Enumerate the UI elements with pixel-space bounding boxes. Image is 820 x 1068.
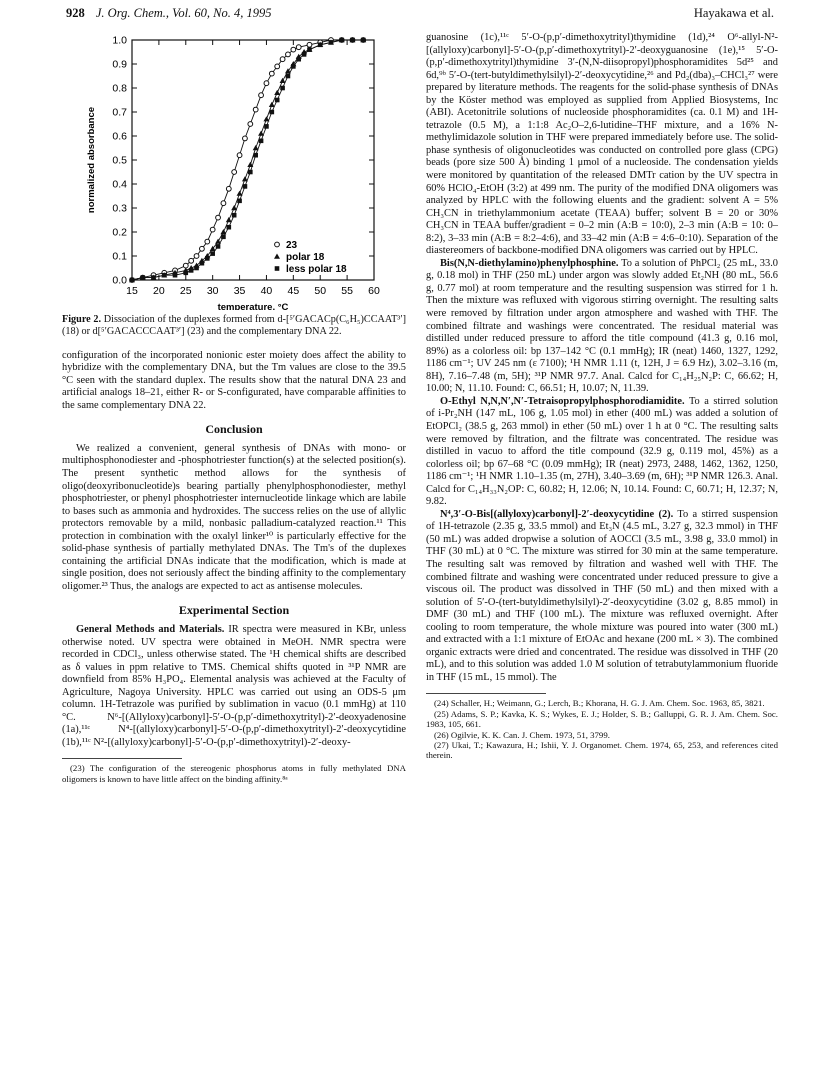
paragraph-phenylphosphine	[426, 258, 778, 396]
data-point	[189, 268, 194, 273]
y-tick-label: 0.7	[112, 106, 127, 119]
data-point	[200, 246, 205, 251]
data-point	[259, 93, 264, 98]
data-point	[361, 38, 366, 43]
figure-2	[62, 32, 406, 310]
x-tick-label: 25	[179, 285, 192, 297]
data-point	[173, 273, 178, 278]
paragraph-text: To a stirred solution of i-Pr₂NH (147 mL, 106 g, 1.05 mol) in ether (400 mL) was added a solution of EtOPCl₂ (38.5 g, 263 mmol) in ether (50 mL) over 1 h at 0 °C. The resulting salts were removed by filtration, and the filtrate was concentrated. The residue was distilled in vacuo to afford the title compound (32.9 g, 0.119 mol, 45%) as a colorless oil; bp 67–68 °C (0.09 mmHg); IR (neat) 2973, 2488, 1462, 1362, 1250, 1186 cm⁻¹; ¹H NMR 1.10–1.35 (m, 27H), 3.40–3.69 (m, 6H); ³¹P NMR 126.3. Anal. Calcd for C₁₄H₃₃N₂OP: C, 60.82; H, 12.06; N, 10.14. Found: C, 60.71; H, 12.37; N, 9.82.	[426, 395, 778, 508]
footnote-26: (26) Ogilvie, K. K. Can. J. Chem. 1973, 51, 3799.	[434, 729, 610, 740]
data-point	[280, 57, 285, 62]
data-point	[253, 107, 258, 112]
footnote-25: (25) Adams, S. P.; Kavka, K. S.; Wykes, E. J.; Holder, S. B.; Galluppi, G. R. J. Am. Chem. Soc. 1983, 105, 661.	[426, 708, 778, 730]
data-point	[275, 98, 280, 103]
caption-label: Figure 2.	[62, 314, 102, 325]
paragraph-general-methods	[62, 624, 406, 749]
paragraph-text: IR spectra were measured in KBr, unless otherwise noted. UV spectra were obtained in MeOH. NMR spectra were recorded in CDCl₃, unless otherwise stated. The ¹H chemical shifts are described as δ values in ppm relative to TMS. Chemical shifts quoted in ³¹P NMR are downfield from 85% H₃PO₄. Elemental analysis was achieved at the Faculty of Agriculture, Nagoya University. HPLC was carried out using an ODS-5 μm column. 1H-Tetrazole was purified by sublimation in vacuo (0.1 mmHg) at 110 °C. N⁶-[(Allyloxy)carbonyl]-5′-O-(p,p′-dimethoxytrityl)-2′-deoxyadenosine (1a),¹¹ᶜ N⁴-[(allyloxy)carbonyl]-5′-O-(p,p′-dimethoxytrityl)-2′-deoxycytidine (1b),¹¹ᶜ N²-[(allyloxy)carbonyl]-5′-O-(p,p′-dimethoxytrityl)-2′-deoxy-	[62, 623, 406, 748]
running-authors: Hayakawa et al.	[693, 6, 774, 20]
footnote-rule	[62, 758, 182, 759]
x-tick-label: 55	[341, 285, 353, 297]
left-column	[62, 32, 406, 784]
series-line-2	[132, 40, 363, 280]
data-point	[194, 254, 199, 259]
data-point	[259, 139, 264, 144]
data-point	[162, 273, 167, 278]
data-point	[221, 235, 226, 240]
data-point	[183, 263, 188, 268]
caption-text: Dissociation of the duplexes formed from d-[⁵′GACACp(C₆H₅)CCAAT³′] (18) or d[⁵′GACACCCAAT³′] (23) and the complementary DNA 22.	[62, 314, 406, 338]
legend-label: 23	[286, 240, 298, 251]
y-axis-label: normalized absorbance	[86, 106, 97, 214]
data-point	[216, 244, 221, 249]
data-point	[270, 110, 275, 115]
run-in-heading: General Methods and Materials.	[76, 623, 225, 635]
x-tick-label: 35	[233, 285, 246, 297]
legend-marker	[275, 266, 280, 271]
running-header	[66, 6, 774, 28]
data-point	[253, 153, 258, 158]
x-tick-label: 60	[368, 285, 380, 297]
y-tick-label: 0.5	[112, 154, 127, 167]
data-point	[286, 52, 291, 57]
melting-curve-chart	[62, 32, 406, 310]
data-point	[151, 275, 156, 280]
figure-caption	[62, 314, 406, 339]
paragraph-materials-cont: guanosine (1c),¹¹ᶜ 5′-O-(p,p′-dimethoxytrityl)thymidine (1d),²⁴ O⁶-allyl-N²-[(allyloxy)carbonyl]-5′-O-(p,p′-dimethoxytrityl)-2′-deoxyguanosine (1e),¹⁵ 5′-O-(p,p′-dimethoxytrityl)thymidine 3′-(N,N-diisopropyl)phosphoramidites 5d²⁵ and 6d,⁹ᵇ 5′-O-(tert-butyldimethylsilyl)-2′-deoxycytidine,²⁶ and Pd₂(dba)₃–CHCl₃²⁷ were prepared by literature methods. The reagents for the solid-phase synthesis of DNAs by the Köster method was employed as supplied from Applied Biosystems, Inc (ABI). Acetonitrile solutions of nucleoside phosphoramidites (ca. 0.1 M) and 1H-tetrazole (0.5 M), a 1:1:8 Ac₂O–2,6-lutidine–THF mixture, and a 16% N-methylimidazole solution in THF were prepared immediately before use. The solid-phase synthesis of oligonucleotides was conducted on controlled pore glass (CPG) beads (pore size 500 Å) binding 1 μmol of a nucleoside. The condensation yields were monitored by quantitation of the released DMTr cation by the UV spectra in 60% HClO₄-EtOH (3:2) at 499 nm. The purity of the modified DNA oligomers was analyzed by HPLC with the following eluents and the gradient: solvent A = 5% CH₃CN in triethylammonium acetate (TEAA) buffer; solvent B = 20 or 30% CH₃CN in TEAA buffer/gradient = 0–2 min (A:B = 10:0), 2–3 min (A:B = 10: 0–8:2), 3–33 min (A:B = 8:2–4:6), and 33–42 min (A:B = 4:6–0:10). Separation of the diastereomers of backbone-modified DNA oligomers was carried out by HPLC.	[426, 32, 778, 257]
data-point	[237, 153, 242, 158]
legend-marker	[275, 242, 280, 247]
run-in-heading: O-Ethyl N,N,N′,N′-Tetraisopropylphosphorodiamidite.	[440, 395, 685, 407]
y-tick-label: 0.6	[112, 130, 127, 143]
data-point	[248, 170, 253, 175]
data-point	[183, 271, 188, 276]
heading-experimental: Experimental Section	[178, 603, 290, 618]
plot-frame	[132, 40, 374, 280]
run-in-heading: N⁴,3′-O-Bis[(allyloxy)carbonyl]-2′-deoxycytidine (2).	[440, 508, 674, 520]
data-point	[291, 64, 296, 69]
y-tick-label: 1.0	[112, 34, 127, 47]
y-tick-label: 0.0	[112, 274, 127, 287]
paragraph-hybridize: configuration of the incorporated nonionic ester moiety does affect the ability to hybridize with the complementary DNA, but the Tm values are close to the 39.5 °C seen with the standard duplex. The results show that the natural DNA 23 and artificial analogs 18–21, either R- or S-configurated, have comparable affinities to the same complementary DNA 22.	[62, 349, 406, 411]
data-point	[264, 81, 269, 86]
run-in-heading: Bis(N,N-diethylamino)phenylphosphine.	[440, 257, 619, 269]
data-point	[237, 199, 242, 204]
x-tick-label: 15	[126, 285, 138, 297]
data-point	[329, 40, 334, 45]
y-tick-label: 0.4	[112, 178, 127, 191]
data-point	[232, 170, 237, 175]
page-number: 928	[66, 6, 85, 20]
paragraph-text: To a solution of PhPCl₂ (25 mL, 33.0 g, 0.18 mol) in THF (250 mL) under argon was slowly added Et₂NH (80 mL, 56.6 g, 0.77 mol) at room temperature and the resulting suspension was stirred for 1 h. Then the mixture was refluxed with vigorous stirring overnight. The resulting salts were removed by filtration under argon atmosphere and washed with THF. The combined filtrate and washings were concentrated. The residual material was distilled under reduced pressure to afford the title compound (41.3 g, 0.16 mol, 89%) as a colorless oil: bp 137–142 °C (0.1 mmHg); IR (neat) 1460, 1327, 1292, 1186 cm⁻¹; UV 245 nm (ε 7100); ¹H NMR 1.11 (t, 12H, J = 6.9 Hz), 3.02–3.16 (m, 8H), 7.16–7.48 (m, 5H); ³¹P NMR 97.7. Anal. Calcd for C₁₄H₂₅N₂P: C, 66.62; H, 10.00; N, 11.10. Found: C, 66.51; H, 10.07; N, 11.39.	[426, 257, 778, 395]
data-point	[226, 186, 231, 191]
y-tick-label: 0.3	[112, 202, 127, 215]
paragraph-text: To a stirred suspension of 1H-tetrazole (2.35 g, 33.5 mmol) and Et₃N (4.5 mL, 3.27 g, 32.3 mmol) in THF (50 mL) was added dropwise a solution of AOCCl (3.5 mL, 3.98 g, 33.0 mmol) in THF (30 mL) at 0 °C. The mixture was stirred for 30 min at the same temperature. The resulting salt was removed by filtration and washed well with THF. The combined filtrate and washing were concentrated under reduced pressure to give a viscous oil. The product was dissolved in THF (50 mL) and then mixed with a solution of 5′-O-(tert-butyldimethylsilyl)-2′-deoxycytidine (3.02 g, 8.85 mmol) in DMF (30 mL) and THF (100 mL). The mixture was refluxed overnight. After cooling to room temperature, the whole mixture was poured into water (300 mL) and extracted with a 1:1 mixture of EtOAc and hexane (200 mL × 3). The combined organic extracts were dried and concentrated. The residue was dissolved in THF (20 mL), and to this solution was added 1.0 M solution of tetrabutylammonium fluoride in THF (15 mL, 15 mmol). The	[426, 508, 778, 683]
journal-citation: J. Org. Chem., Vol. 60, No. 4, 1995	[95, 6, 272, 20]
data-point	[194, 266, 199, 271]
right-column	[426, 32, 778, 761]
footnotes-left	[62, 763, 406, 784]
legend-label: polar 18	[286, 252, 325, 263]
data-point	[205, 256, 210, 261]
data-point	[307, 47, 312, 52]
footnote-24: (24) Schaller, H.; Weimann, G.; Lerch, B.; Khorana, H. G. J. Am. Chem. Soc. 1963, 85, 3821.	[434, 698, 765, 709]
data-point	[264, 124, 269, 129]
footnote-rule	[426, 693, 546, 694]
paragraph-phosphorodiamidite	[426, 396, 778, 509]
data-point	[189, 258, 194, 263]
header-left	[66, 6, 271, 21]
data-point	[350, 38, 355, 43]
series-line-0	[132, 40, 363, 280]
footnotes-right	[426, 698, 778, 760]
paragraph-deoxycytidine	[426, 509, 778, 685]
x-tick-label: 20	[153, 285, 165, 297]
data-point	[130, 278, 135, 283]
y-tick-label: 0.9	[112, 58, 127, 71]
data-point	[339, 38, 344, 43]
footnote-23: (23) The configuration of the stereogenic phosphorus atoms in fully methylated DNA oligomers is known to have little affect on the binding affinity.⁸ᵃ	[62, 763, 406, 784]
x-tick-label: 40	[260, 285, 273, 297]
data-point	[210, 251, 215, 256]
x-tick-label: 50	[314, 285, 327, 297]
x-axis-label: temperature, °C	[217, 302, 289, 310]
data-point	[216, 215, 221, 220]
x-tick-label: 30	[206, 285, 219, 297]
data-point	[248, 122, 253, 127]
series-line-1	[132, 40, 363, 280]
data-point	[296, 57, 301, 62]
x-tick-label: 45	[287, 285, 300, 297]
data-point	[286, 74, 291, 79]
data-point	[318, 43, 323, 48]
data-point	[275, 64, 280, 69]
legend-label: less polar 18	[286, 264, 347, 275]
data-point	[232, 213, 237, 218]
data-point	[227, 225, 232, 230]
heading-conclusion: Conclusion	[205, 422, 263, 437]
y-tick-label: 0.2	[112, 226, 127, 239]
data-point	[269, 71, 274, 76]
data-point	[140, 275, 145, 280]
data-point	[307, 42, 312, 47]
footnote-27: (27) Ukai, T.; Kawazura, H.; Ishii, Y. J. Organomet. Chem. 1974, 65, 253, and references cited therein.	[426, 740, 778, 761]
data-point	[302, 52, 307, 57]
data-point	[205, 239, 210, 244]
data-point	[296, 45, 301, 50]
data-point	[280, 86, 285, 91]
data-point	[221, 201, 226, 206]
data-point	[243, 184, 248, 189]
data-point	[243, 136, 248, 141]
data-point	[200, 261, 205, 266]
y-tick-label: 0.8	[112, 82, 127, 95]
paragraph-conclusion: We realized a convenient, general synthesis of DNAs with mono- or multiphosphonodiester and -phosphotriester function(s) at the selected position(s). The present synthetic method allows for the synthesis of oligo(deoxyribonucleotide)s bearing partially phenylphosphonodiester, methyl phosphotriester, or phenyl phosphotriester internucleotide linkage which are labile to bases such as ammonia and hydroxides. The success relies on the use of allylic protectors removable by a mild, nonbasic palladium-catalyzed reaction.¹¹ This protection in combination with the oxalyl linker¹⁰ is particularly effective for the solid-phase synthesis of partially methylated DNAs. The Tm's of the duplexes containing the artificial DNAs indicate that the modification, which is made at single position, does not seriously affect the binding affinity to the complementary oligomer.²³ Thus, the analogs are expected to act as antisense molecules.	[62, 442, 406, 592]
data-point	[210, 227, 215, 232]
legend-marker	[274, 254, 280, 259]
y-tick-label: 0.1	[112, 250, 127, 263]
data-point	[291, 47, 296, 52]
